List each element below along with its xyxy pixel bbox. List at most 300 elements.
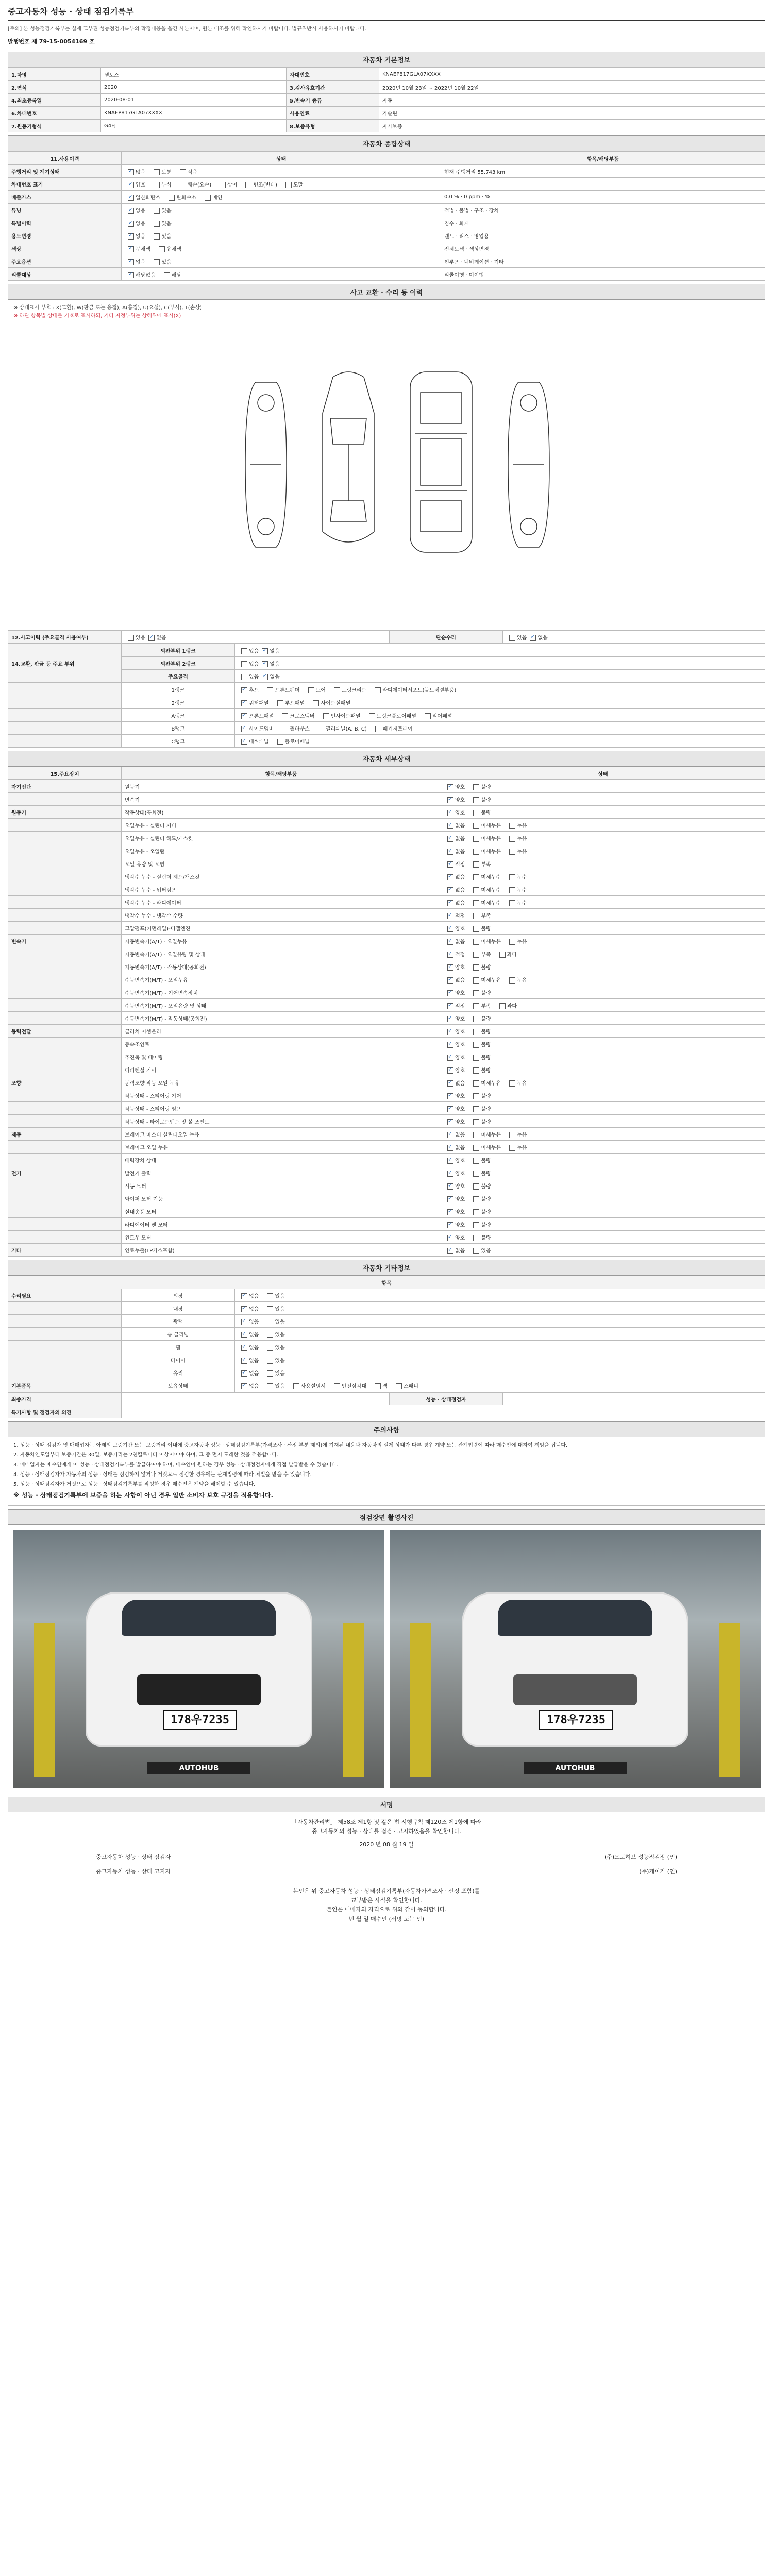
detail-status-checkbox[interactable] xyxy=(473,887,479,893)
detail-status xyxy=(441,1089,765,1102)
detail-status-checkbox[interactable] xyxy=(473,836,479,842)
detail-status-checkbox[interactable] xyxy=(447,1119,453,1125)
accident-no-checkbox[interactable] xyxy=(148,635,155,641)
detail-status-checkbox[interactable] xyxy=(447,1055,453,1061)
detail-status-checkbox[interactable] xyxy=(473,900,479,906)
inspector-label: 성능 · 상태점검자 xyxy=(390,1393,503,1405)
basic-value: 2020년 10월 23일 ~ 2022년 10월 22일 xyxy=(379,81,765,94)
other-item: 광택 xyxy=(122,1315,235,1328)
detail-status-checkbox[interactable] xyxy=(447,1067,453,1074)
diagram-legend-1: ※ 상태표시 부호 : X(교환), W(판금 또는 용접), A(흠집), U(요철), C(부식), T(손상) xyxy=(13,305,202,311)
detail-part: 수동변속기(M/T) - 오일누유 xyxy=(122,973,441,986)
other-status-checkbox[interactable] xyxy=(241,1306,247,1312)
general-status-checkbox[interactable] xyxy=(128,221,134,227)
rank-detail-row xyxy=(8,735,765,748)
other-status-checkbox[interactable] xyxy=(241,1370,247,1377)
basic-row xyxy=(8,68,765,81)
other-status xyxy=(235,1302,765,1315)
other-status-checkbox[interactable] xyxy=(241,1319,247,1325)
detail-status-checkbox[interactable] xyxy=(473,1119,479,1125)
detail-status xyxy=(441,1076,765,1089)
detail-status-checkbox[interactable] xyxy=(473,1093,479,1099)
detail-status-checkbox[interactable] xyxy=(509,939,515,945)
basic-value: KNAEP817GLA07XXXX xyxy=(379,68,765,81)
detail-status-option: 없음 xyxy=(455,823,465,829)
detail-status-checkbox[interactable] xyxy=(447,861,453,868)
basic-label: 8.보증유형 xyxy=(287,120,379,132)
other-status-checkbox[interactable] xyxy=(267,1358,273,1364)
rank-level: A랭크 xyxy=(122,709,235,722)
detail-part: 실내송풍 모터 xyxy=(122,1205,441,1218)
general-status-checkbox[interactable] xyxy=(220,182,226,188)
general-status-option: 변조(변타) xyxy=(253,182,277,188)
general-row xyxy=(8,216,765,229)
basic-label: 3.검사유효기간 xyxy=(287,81,379,94)
detail-status-checkbox[interactable] xyxy=(509,823,515,829)
detail-part: 수동변속기(M/T) - 기어변속장치 xyxy=(122,986,441,999)
detail-status-checkbox[interactable] xyxy=(447,900,453,906)
detail-status-checkbox[interactable] xyxy=(473,939,479,945)
rank-parts-checkbox[interactable] xyxy=(241,713,247,719)
detail-status-checkbox[interactable] xyxy=(473,823,479,829)
rear-plate: 178우7235 xyxy=(539,1710,613,1730)
detail-status-checkbox[interactable] xyxy=(473,1171,479,1177)
detail-status-checkbox[interactable] xyxy=(473,990,479,996)
rank-parts-checkbox[interactable] xyxy=(425,713,431,719)
inspector-opinion-label: 특기사항 및 점검자의 의견 xyxy=(8,1405,122,1418)
detail-head-3: 상태 xyxy=(441,767,765,780)
detail-status xyxy=(441,1244,765,1257)
rank-parts-option: 트렁크플로어패널 xyxy=(376,713,416,719)
detail-status-option: 누유 xyxy=(516,939,527,945)
detail-row xyxy=(8,883,765,896)
rank3-yes-checkbox[interactable] xyxy=(241,674,247,680)
detail-status-option: 양호 xyxy=(455,926,465,932)
detail-status-checkbox[interactable] xyxy=(447,1003,453,1009)
note-item: 5. 성능 · 상태점검자가 거짓으로 성능 · 상태점검기록부를 작성한 경우 매수인은 계약을 해제할 수 있습니다. xyxy=(13,1482,256,1487)
rank-parts-checkbox[interactable] xyxy=(375,687,381,693)
general-status-checkbox[interactable] xyxy=(128,259,134,265)
other-status-checkbox[interactable] xyxy=(267,1370,273,1377)
repair-no-checkbox[interactable] xyxy=(530,635,536,641)
detail-status-checkbox[interactable] xyxy=(473,1248,479,1254)
detail-status-option: 없음 xyxy=(455,939,465,945)
detail-status-checkbox[interactable] xyxy=(473,1029,479,1035)
general-status-checkbox[interactable] xyxy=(128,272,134,278)
detail-row xyxy=(8,1218,765,1231)
detail-device xyxy=(8,1038,122,1050)
detail-status-option: 불량 xyxy=(481,1235,491,1241)
sign-inspector-value: (주)오토허브 성능점검장 (인) xyxy=(604,1854,677,1860)
rank-parts-checkbox[interactable] xyxy=(282,713,288,719)
detail-status-checkbox[interactable] xyxy=(509,849,515,855)
detail-status-checkbox[interactable] xyxy=(447,1209,453,1215)
general-status-checkbox[interactable] xyxy=(128,208,134,214)
detail-status xyxy=(441,1231,765,1244)
rank-parts-checkbox[interactable] xyxy=(277,739,283,745)
rank-parts-option: 대쉬패널 xyxy=(249,739,269,745)
general-status-checkbox[interactable] xyxy=(180,169,186,175)
general-status-checkbox[interactable] xyxy=(128,169,134,175)
detail-status-checkbox[interactable] xyxy=(447,1222,453,1228)
basic-row xyxy=(8,107,765,120)
other-status-checkbox[interactable] xyxy=(241,1345,247,1351)
basic-label: 2.연식 xyxy=(8,81,101,94)
detail-row xyxy=(8,1166,765,1179)
detail-status-checkbox[interactable] xyxy=(447,939,453,945)
detail-row xyxy=(8,1076,765,1089)
general-status-checkbox[interactable] xyxy=(128,195,134,201)
detail-status-checkbox[interactable] xyxy=(473,874,479,880)
general-status-checkbox[interactable] xyxy=(154,182,160,188)
detail-status-checkbox[interactable] xyxy=(447,1106,453,1112)
detail-status-checkbox[interactable] xyxy=(447,1171,453,1177)
general-status-checkbox[interactable] xyxy=(164,272,170,278)
rank-group xyxy=(8,709,122,722)
detail-status-checkbox[interactable] xyxy=(447,1042,453,1048)
detail-device: 제동 xyxy=(8,1128,122,1141)
detail-row xyxy=(8,1115,765,1128)
detail-status-checkbox[interactable] xyxy=(473,1080,479,1087)
rank-row-3: 주요골격 xyxy=(122,670,235,683)
detail-status-option: 없음 xyxy=(455,1145,465,1151)
detail-device xyxy=(8,986,122,999)
general-row xyxy=(8,178,765,191)
basic-row xyxy=(8,81,765,94)
detail-device xyxy=(8,870,122,883)
detail-status xyxy=(441,999,765,1012)
rank-parts-checkbox[interactable] xyxy=(313,700,319,706)
detail-status-option: 불량 xyxy=(481,1055,491,1061)
general-status-checkbox[interactable] xyxy=(285,182,292,188)
detail-status-checkbox[interactable] xyxy=(509,836,515,842)
detail-status-checkbox[interactable] xyxy=(447,913,453,919)
detail-status-option: 양호 xyxy=(455,784,465,790)
detail-status-checkbox[interactable] xyxy=(447,836,453,842)
detail-status-checkbox[interactable] xyxy=(447,1183,453,1190)
repair-value: 없음 xyxy=(537,635,548,641)
detail-status xyxy=(441,1115,765,1128)
detail-status-checkbox[interactable] xyxy=(473,1016,479,1022)
rank-parts-checkbox[interactable] xyxy=(241,739,247,745)
detail-status xyxy=(441,896,765,909)
detail-status-option: 양호 xyxy=(455,1196,465,1202)
other-status-checkbox[interactable] xyxy=(293,1383,299,1389)
detail-status-option: 미세누유 xyxy=(481,1132,501,1138)
general-status-checkbox[interactable] xyxy=(205,195,211,201)
detail-status xyxy=(441,780,765,793)
rank-parts-checkbox[interactable] xyxy=(277,700,283,706)
detail-status-checkbox[interactable] xyxy=(473,1196,479,1202)
car-outline-diagram xyxy=(235,362,554,568)
detail-status-option: 누유 xyxy=(516,849,527,855)
detail-row xyxy=(8,1205,765,1218)
sign-receive-1: 본인은 위 중고자동차 성능 · 상태점검기록부(자동차가격조사 · 산정 포함)를 xyxy=(293,1888,480,1894)
basic-label: 7.원동기형식 xyxy=(8,120,101,132)
detail-status-checkbox[interactable] xyxy=(473,1003,479,1009)
detail-status-checkbox[interactable] xyxy=(473,913,479,919)
detail-status xyxy=(441,1102,765,1115)
other-row xyxy=(8,1341,765,1353)
detail-device xyxy=(8,947,122,960)
other-status-checkbox[interactable] xyxy=(241,1358,247,1364)
section-photos-title: 점검장면 촬영사진 xyxy=(8,1509,765,1525)
other-status-checkbox[interactable] xyxy=(267,1345,273,1351)
detail-device xyxy=(8,844,122,857)
rank2-yes-checkbox[interactable] xyxy=(241,661,247,667)
detail-part: 등속조인트 xyxy=(122,1038,441,1050)
other-item: 휠 xyxy=(122,1341,235,1353)
general-head-3: 항목/해당부품 xyxy=(441,152,765,165)
general-status-checkbox[interactable] xyxy=(154,233,160,240)
other-status-checkbox[interactable] xyxy=(267,1293,273,1299)
rank-parts-checkbox[interactable] xyxy=(318,726,324,732)
detail-status-option: 양호 xyxy=(455,1055,465,1061)
detail-status-checkbox[interactable] xyxy=(447,1080,453,1087)
detail-row xyxy=(8,1063,765,1076)
rear-brand-sign: AUTOHUB xyxy=(524,1762,627,1774)
detail-status-checkbox[interactable] xyxy=(473,1132,479,1138)
basic-value: 2020-08-01 xyxy=(101,94,287,107)
detail-status-checkbox[interactable] xyxy=(447,797,453,803)
rank-parts-option: 휠하우스 xyxy=(290,726,310,732)
other-status-option: 있음 xyxy=(275,1370,285,1377)
other-status-checkbox[interactable] xyxy=(267,1383,273,1389)
other-status-checkbox[interactable] xyxy=(375,1383,381,1389)
general-status-checkbox[interactable] xyxy=(245,182,251,188)
general-status-checkbox[interactable] xyxy=(128,182,134,188)
rank-parts-checkbox[interactable] xyxy=(375,726,381,732)
detail-status-checkbox[interactable] xyxy=(447,810,453,816)
detail-status-checkbox[interactable] xyxy=(447,926,453,932)
other-status-checkbox[interactable] xyxy=(241,1293,247,1299)
detail-device: 조향 xyxy=(8,1076,122,1089)
rank-group xyxy=(8,683,122,696)
detail-status-checkbox[interactable] xyxy=(473,861,479,868)
detail-part: 추진축 및 베어링 xyxy=(122,1050,441,1063)
detail-status-checkbox[interactable] xyxy=(447,977,453,984)
detail-device xyxy=(8,973,122,986)
note-item: 1. 성능 · 상태 점검자 및 매매업자는 아래의 보증기간 또는 보증거리 이내에 중고자동차 성능 · 상태점검기록부(가격조사 · 산정 부분 제외)에 기재된 내용과 자동차의 실제 상태가 다른 경우 계약 또는 관계법령에 따라 매수인에 대하여 책임을 집니다. xyxy=(13,1443,568,1448)
detail-status-option: 누유 xyxy=(516,823,527,829)
other-status-checkbox[interactable] xyxy=(241,1332,247,1338)
accident-yes-checkbox[interactable] xyxy=(128,635,134,641)
other-status xyxy=(235,1289,765,1302)
rank-parts-option: 필러패널(A, B, C) xyxy=(325,726,367,732)
other-status xyxy=(235,1366,765,1379)
repair-yes-checkbox[interactable] xyxy=(509,635,515,641)
general-status-option: 도말 xyxy=(293,182,304,188)
detail-status-checkbox[interactable] xyxy=(447,1093,453,1099)
detail-status-checkbox[interactable] xyxy=(473,964,479,971)
rank-group xyxy=(8,735,122,748)
detail-status-checkbox[interactable] xyxy=(447,1145,453,1151)
detail-status-checkbox[interactable] xyxy=(473,1183,479,1190)
rank-parts-checkbox[interactable] xyxy=(241,726,247,732)
detail-head-1: 15.주요장치 xyxy=(8,767,122,780)
detail-part: 자동변속기(A/T) - 작동상태(공회전) xyxy=(122,960,441,973)
detail-status-checkbox[interactable] xyxy=(473,1235,479,1241)
general-status-checkbox[interactable] xyxy=(128,233,134,240)
detail-status-checkbox[interactable] xyxy=(447,990,453,996)
detail-status-checkbox[interactable] xyxy=(509,900,515,906)
rank-level: C랭크 xyxy=(122,735,235,748)
detail-status-checkbox[interactable] xyxy=(473,1145,479,1151)
section-general-title: 자동차 종합상태 xyxy=(8,135,765,151)
general-status xyxy=(122,165,441,178)
notes-box xyxy=(8,1437,765,1506)
other-status-checkbox[interactable] xyxy=(241,1383,247,1389)
detail-device xyxy=(8,883,122,896)
other-status-option: 스패너 xyxy=(403,1383,418,1389)
detail-status-checkbox[interactable] xyxy=(509,874,515,880)
general-item: 주행거리 및 계기상태 xyxy=(8,165,122,178)
detail-row xyxy=(8,844,765,857)
detail-part: 라디에이터 팬 모터 xyxy=(122,1218,441,1231)
detail-status-checkbox[interactable] xyxy=(473,1106,479,1112)
basic-label: 5.변속기 종류 xyxy=(287,94,379,107)
general-status-checkbox[interactable] xyxy=(154,221,160,227)
detail-status-checkbox[interactable] xyxy=(473,1158,479,1164)
detail-status-checkbox[interactable] xyxy=(473,1042,479,1048)
detail-status-option: 적정 xyxy=(455,952,465,958)
general-status-option: 탄화수소 xyxy=(176,195,196,201)
detail-status-checkbox[interactable] xyxy=(447,1158,453,1164)
detail-part: 연료누출(LP가스포함) xyxy=(122,1244,441,1257)
general-status-option: 있음 xyxy=(161,259,172,265)
detail-status-checkbox[interactable] xyxy=(473,1067,479,1074)
detail-status-checkbox[interactable] xyxy=(509,1145,515,1151)
detail-status-checkbox[interactable] xyxy=(447,823,453,829)
rank-parts-checkbox[interactable] xyxy=(241,687,247,693)
detail-status-checkbox[interactable] xyxy=(509,887,515,893)
general-part: 썬루프 · 네비게이션 · 기타 xyxy=(441,255,765,268)
detail-device: 자기진단 xyxy=(8,780,122,793)
general-status-option: 유채색 xyxy=(166,246,181,252)
detail-status-checkbox[interactable] xyxy=(473,977,479,984)
rank-parts-checkbox[interactable] xyxy=(267,687,273,693)
general-status-checkbox[interactable] xyxy=(169,195,175,201)
detail-row xyxy=(8,819,765,832)
basic-label: 6.차대번호 xyxy=(8,107,101,120)
detail-status-checkbox[interactable] xyxy=(447,1132,453,1138)
other-status-checkbox[interactable] xyxy=(334,1383,340,1389)
detail-status-checkbox[interactable] xyxy=(509,1080,515,1087)
detail-status-checkbox[interactable] xyxy=(447,952,453,958)
rank-parts-option: 플로어패널 xyxy=(284,739,310,745)
detail-status-checkbox[interactable] xyxy=(473,952,479,958)
rank-title: 14.교환, 판금 등 주요 부위 xyxy=(8,644,122,683)
rank-parts-option: 쿼터패널 xyxy=(249,700,269,706)
detail-status-checkbox[interactable] xyxy=(473,926,479,932)
rank1-yes-checkbox[interactable] xyxy=(241,648,247,654)
other-status-checkbox[interactable] xyxy=(267,1332,273,1338)
detail-status-checkbox[interactable] xyxy=(473,849,479,855)
detail-status xyxy=(441,1012,765,1025)
general-head-2: 상태 xyxy=(122,152,441,165)
rank3-no-checkbox[interactable] xyxy=(262,674,268,680)
detail-status-checkbox[interactable] xyxy=(473,1055,479,1061)
other-item: 유리 xyxy=(122,1366,235,1379)
detail-row xyxy=(8,935,765,947)
general-status-checkbox[interactable] xyxy=(154,259,160,265)
detail-status-option: 양호 xyxy=(455,1029,465,1035)
detail-status-option: 불량 xyxy=(481,990,491,996)
detail-status-checkbox[interactable] xyxy=(447,874,453,880)
detail-status-checkbox[interactable] xyxy=(499,952,506,958)
rank-group xyxy=(8,722,122,735)
doc-notice: [주의] 본 성능점검기록부는 실제 교부된 성능점검기록부의 확정내용을 옮긴 사본이며, 원본 대조를 위해 확인하시기 바랍니다. 법규위반시 사용하시기 바랍니다. xyxy=(8,26,367,32)
detail-status-checkbox[interactable] xyxy=(447,1016,453,1022)
rank-parts-checkbox[interactable] xyxy=(369,713,375,719)
general-status-checkbox[interactable] xyxy=(154,208,160,214)
rank-level: 2랭크 xyxy=(122,696,235,709)
other-status-checkbox[interactable] xyxy=(396,1383,402,1389)
basic-value: G4FJ xyxy=(101,120,287,132)
general-status-checkbox[interactable] xyxy=(128,246,134,252)
detail-status-checkbox[interactable] xyxy=(447,784,453,790)
detail-status-checkbox[interactable] xyxy=(473,810,479,816)
detail-status-checkbox[interactable] xyxy=(509,977,515,984)
general-status-option: 없음 xyxy=(136,221,146,227)
document xyxy=(8,0,765,1931)
rank-parts xyxy=(235,735,765,748)
other-status-checkbox[interactable] xyxy=(267,1319,273,1325)
detail-status-checkbox[interactable] xyxy=(473,784,479,790)
detail-status-checkbox[interactable] xyxy=(447,887,453,893)
detail-status-checkbox[interactable] xyxy=(447,1235,453,1241)
general-status-checkbox[interactable] xyxy=(154,169,160,175)
section-diagram-title: 사고 교환 · 수리 등 이력 xyxy=(8,284,765,300)
detail-status-option: 불량 xyxy=(481,1209,491,1215)
general-item: 주요옵션 xyxy=(8,255,122,268)
detail-status-option: 미세누수 xyxy=(481,900,501,906)
rank-level: 1랭크 xyxy=(122,683,235,696)
other-status-option: 없음 xyxy=(249,1306,259,1312)
detail-status-option: 누유 xyxy=(516,1145,527,1151)
detail-status-option: 불량 xyxy=(481,1183,491,1190)
detail-status-checkbox[interactable] xyxy=(447,1196,453,1202)
detail-status-option: 양호 xyxy=(455,1093,465,1099)
general-status-checkbox[interactable] xyxy=(159,246,165,252)
rank-parts-checkbox[interactable] xyxy=(308,687,314,693)
detail-part: 디퍼렌셜 기어 xyxy=(122,1063,441,1076)
detail-status xyxy=(441,1025,765,1038)
rank2-no-checkbox[interactable] xyxy=(262,661,268,667)
rank1-no-checkbox[interactable] xyxy=(262,648,268,654)
rank-parts-checkbox[interactable] xyxy=(241,700,247,706)
detail-row xyxy=(8,896,765,909)
general-status-checkbox[interactable] xyxy=(180,182,186,188)
detail-status-checkbox[interactable] xyxy=(447,1248,453,1254)
detail-status-checkbox[interactable] xyxy=(509,1132,515,1138)
detail-status-checkbox[interactable] xyxy=(447,964,453,971)
general-part: 전체도색 · 색상변경 xyxy=(441,242,765,255)
rank-parts-checkbox[interactable] xyxy=(334,687,340,693)
rank-parts-checkbox[interactable] xyxy=(323,713,329,719)
detail-status-checkbox[interactable] xyxy=(447,849,453,855)
rank-parts-checkbox[interactable] xyxy=(282,726,288,732)
detail-status-checkbox[interactable] xyxy=(473,1209,479,1215)
detail-status-checkbox[interactable] xyxy=(447,1029,453,1035)
other-status-checkbox[interactable] xyxy=(267,1306,273,1312)
detail-status-checkbox[interactable] xyxy=(499,1003,506,1009)
detail-status-checkbox[interactable] xyxy=(473,1222,479,1228)
detail-status-checkbox[interactable] xyxy=(473,797,479,803)
detail-part: 발전기 출력 xyxy=(122,1166,441,1179)
detail-device xyxy=(8,1012,122,1025)
general-item: 튜닝 xyxy=(8,204,122,216)
